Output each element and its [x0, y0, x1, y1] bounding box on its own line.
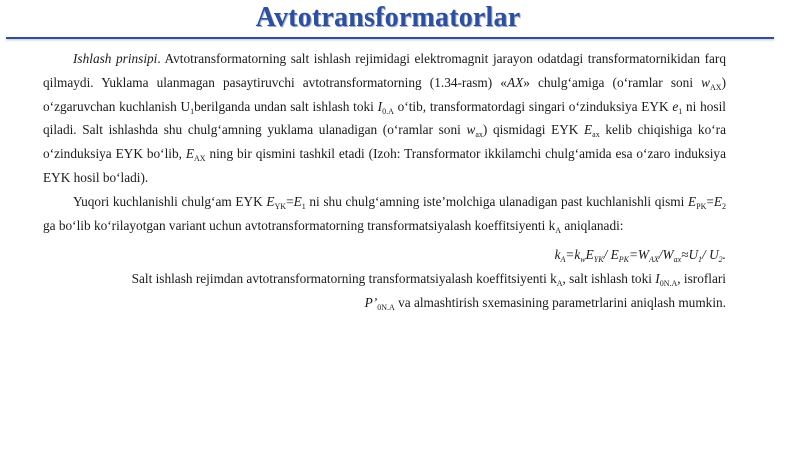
paragraph-principle: Ishlash prinsipi. Avtotransformatorning salt ishlash rejimidagi elektromagnit jarayon odatdagi transformatornikidan farq qilmaydi. Yuklama ulanmagan pasaytiruvchi avtotransformatorning (1.34-rasm) «AX» chulg‘amiga (o‘ramlar soni $w_{AX}$) o‘zgaruvchan kuchlanish $U_1berilganda$ undan salt ishlash toki $I_{0.A}$ o‘tib, transformatordagi singari o‘zinduksiya EYK $e_1$ ni hosil qiladi. Salt ishlashda shu chulg‘amning yuklama ulanadigan (o‘ramlar soni $w_{ax}$) qismidagi EYK $E_{ax}$ kelib chiqishiga ko‘ra o‘zinduksiya EYK bo‘lib, $E_{AX}$ ning bir qismini tashkil etadi (Izoh: Transformator ikkilamchi chulg‘amida esa o‘zaro induksiya EYK hosil bo‘ladi). [43, 51, 726, 185]
formula: $k_A=k_wE_{YK}/$ $E_{PK}=W_{AX}/W_{ax}\approx U_1/$ $U_2$. [554, 247, 726, 265]
lead-term: Ishlash prinsipi [73, 51, 158, 66]
paragraph-losses: $P’_{0N.A}$ va almashtirish sxemasining parametrlarini aniqlash mumkin. [364, 294, 726, 312]
paragraph-no-load: Salt ishlash rejimdan avtotransformatorning transformatsiyalash koeffitsiyenti $k_A$, salt ishlash toki $I_{0N.A}$, isroflari [131, 271, 726, 289]
paragraph-coefficient: Yuqori kuchlanishli chulg‘am EYK $E_{YK}=E_1$ ni shu chulg‘amning iste’molchiga ulanadigan past kuchlanishli qismi $E_{PK}=E_2$ ga bo‘lib ko‘rilayotgan variant uchun avtotransformatorning transformatsiyalash koeffitsiyenti $k_A$ aniqlanadi: [43, 193, 726, 235]
body-text [43, 47, 726, 315]
title-divider [6, 37, 774, 39]
slide-title: Avtotransformatorlar [255, 2, 521, 33]
